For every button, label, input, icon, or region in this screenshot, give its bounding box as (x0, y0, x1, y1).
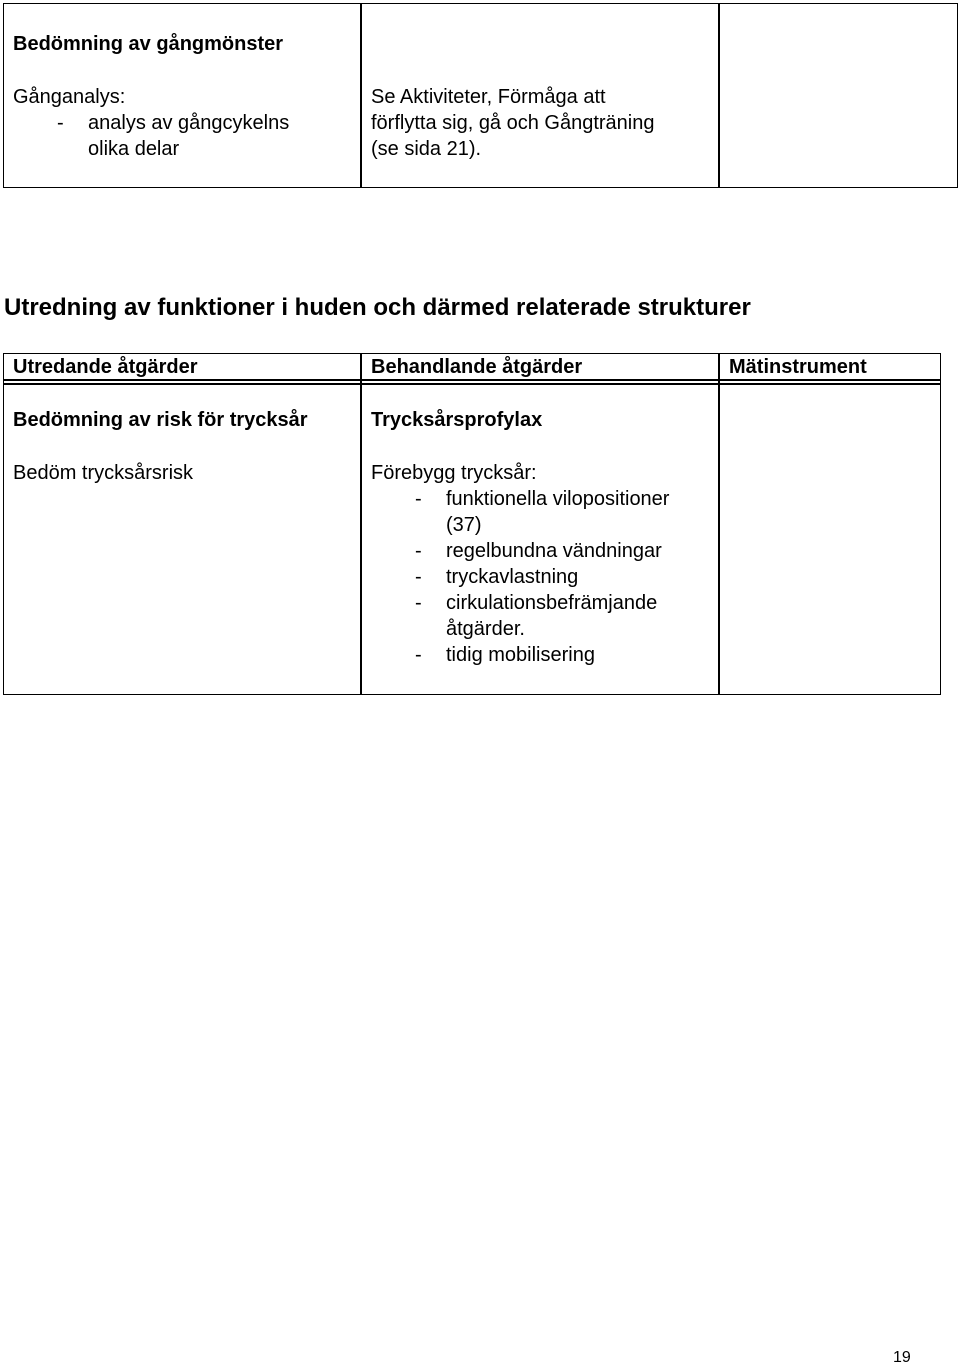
gait-treatment-line3: (se sida 21). (371, 138, 482, 160)
table2-divider-2 (718, 353, 720, 695)
page-number: 19 (893, 1349, 911, 1366)
header-treatment-measures: Behandlande åtgärder (371, 356, 583, 378)
prophylaxis-bullet-4-line1: cirkulationsbefrämjande (446, 592, 658, 614)
pressure-prophylaxis-title: Trycksårsprofylax (371, 409, 543, 431)
gait-bullet-line1: analys av gångcykelns (88, 112, 290, 134)
prophylaxis-bullet-3: tryckavlastning (446, 566, 579, 588)
pressure-risk-text: Bedöm trycksårsrisk (13, 462, 194, 484)
prophylaxis-bullet-4-line2: åtgärder. (446, 618, 525, 640)
section-heading: Utredning av funktioner i huden och därmed relaterade strukturer (4, 294, 751, 321)
prophylaxis-bullet-5: tidig mobilisering (446, 644, 595, 666)
pressure-prevent-intro: Förebygg trycksår: (371, 462, 537, 484)
bullet-dash: - (415, 644, 422, 666)
bullet-dash: - (415, 540, 422, 562)
gait-analysis-label: Gånganalys: (13, 86, 126, 108)
gait-treatment-line1: Se Aktiviteter, Förmåga att (371, 86, 606, 108)
table2-divider-1 (360, 353, 362, 695)
table2-header-rule-2 (3, 383, 941, 385)
pressure-risk-title: Bedömning av risk för trycksår (13, 409, 308, 431)
gait-bullet-line2: olika delar (88, 138, 180, 160)
table1-divider-2 (718, 3, 720, 188)
bullet-dash: - (415, 592, 422, 614)
prophylaxis-bullet-1-line1: funktionella vilopositioner (446, 488, 670, 510)
table1-divider-1 (360, 3, 362, 188)
prophylaxis-bullet-1-line2: (37) (446, 514, 482, 536)
gait-treatment-line2: förflytta sig, gå och Gångträning (371, 112, 655, 134)
bullet-dash: - (57, 112, 64, 134)
bullet-dash: - (415, 488, 422, 510)
bullet-dash: - (415, 566, 422, 588)
header-measuring-instrument: Mätinstrument (729, 356, 867, 378)
header-investigative-measures: Utredande åtgärder (13, 356, 198, 378)
gait-assessment-title: Bedömning av gångmönster (13, 33, 284, 55)
prophylaxis-bullet-2: regelbundna vändningar (446, 540, 662, 562)
